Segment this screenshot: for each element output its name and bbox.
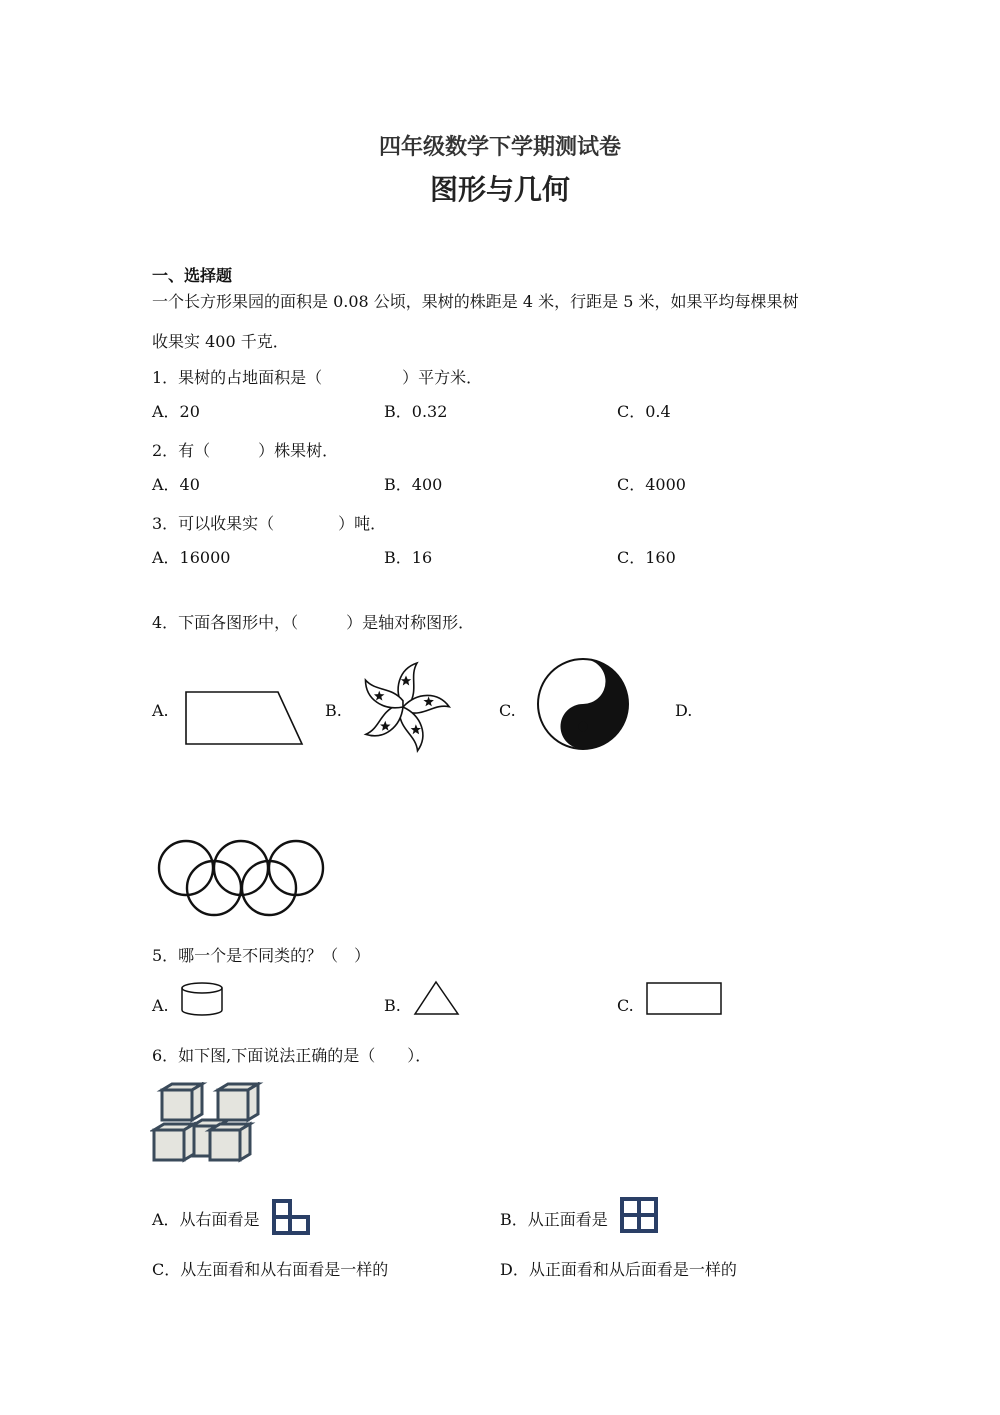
q5-option-a[interactable]: A.	[152, 996, 169, 1015]
q4-option-c[interactable]: C.	[499, 701, 516, 720]
olympic-rings-figure	[154, 838, 328, 918]
bauhinia-flower-figure	[352, 660, 454, 754]
yin-yang-figure	[534, 655, 632, 753]
q3-option-c[interactable]: C．160	[617, 548, 676, 567]
trapezoid-figure	[182, 688, 306, 748]
front-view-figure	[619, 1196, 661, 1236]
intro-line-2: 收果实 400 千克．	[152, 332, 289, 351]
q6-option-a[interactable]: A．从右面看是	[152, 1210, 260, 1229]
cylinder-figure	[178, 980, 228, 1020]
q2-option-a[interactable]: A．40	[152, 475, 200, 494]
q6-option-c[interactable]: C．从左面看和从右面看是一样的	[152, 1260, 389, 1279]
q2-option-c[interactable]: C．4000	[617, 475, 686, 494]
q3-option-b[interactable]: B．16	[384, 548, 433, 567]
rectangle-figure	[645, 981, 725, 1017]
q6-option-b[interactable]: B．从正面看是	[500, 1210, 608, 1229]
triangle-figure	[412, 978, 462, 1018]
q5-option-b[interactable]: B.	[384, 996, 401, 1015]
q1-stem: 1．果树的占地面积是（ ）平方米．	[152, 368, 483, 387]
q5-option-c[interactable]: C.	[617, 996, 634, 1015]
q6-stem: 6．如下图,下面说法正确的是（ ）．	[152, 1046, 432, 1065]
q2-stem: 2．有（ ）株果树．	[152, 441, 339, 460]
q3-stem: 3．可以收果实（ ）吨．	[152, 514, 387, 533]
q4-stem: 4．下面各图形中，（ ）是轴对称图形．	[152, 613, 475, 632]
q3-option-a[interactable]: A．16000	[152, 548, 231, 567]
q4-option-d[interactable]: D.	[675, 701, 693, 720]
q4-option-b[interactable]: B.	[325, 701, 342, 720]
page-title: 四年级数学下学期测试卷	[378, 134, 621, 160]
intro-line-1: 一个长方形果园的面积是 0.08 公顷，果树的株距是 4 米，行距是 5 米，如果平均每棵果树	[152, 292, 799, 311]
q5-stem: 5．哪一个是不同类的？（ ）	[152, 946, 371, 965]
q4-option-a[interactable]: A.	[152, 701, 169, 720]
page-subtitle: 图形与几何	[429, 173, 570, 206]
q6-option-d[interactable]: D．从正面看和从后面看是一样的	[500, 1260, 737, 1279]
cube-stack-figure	[150, 1082, 266, 1166]
q1-option-a[interactable]: A．20	[152, 402, 200, 421]
q1-option-b[interactable]: B．0.32	[384, 402, 448, 421]
section-heading: 一、选择题	[152, 266, 233, 285]
right-view-figure	[271, 1198, 313, 1238]
q1-option-c[interactable]: C．0.4	[617, 402, 671, 421]
q2-option-b[interactable]: B．400	[384, 475, 443, 494]
